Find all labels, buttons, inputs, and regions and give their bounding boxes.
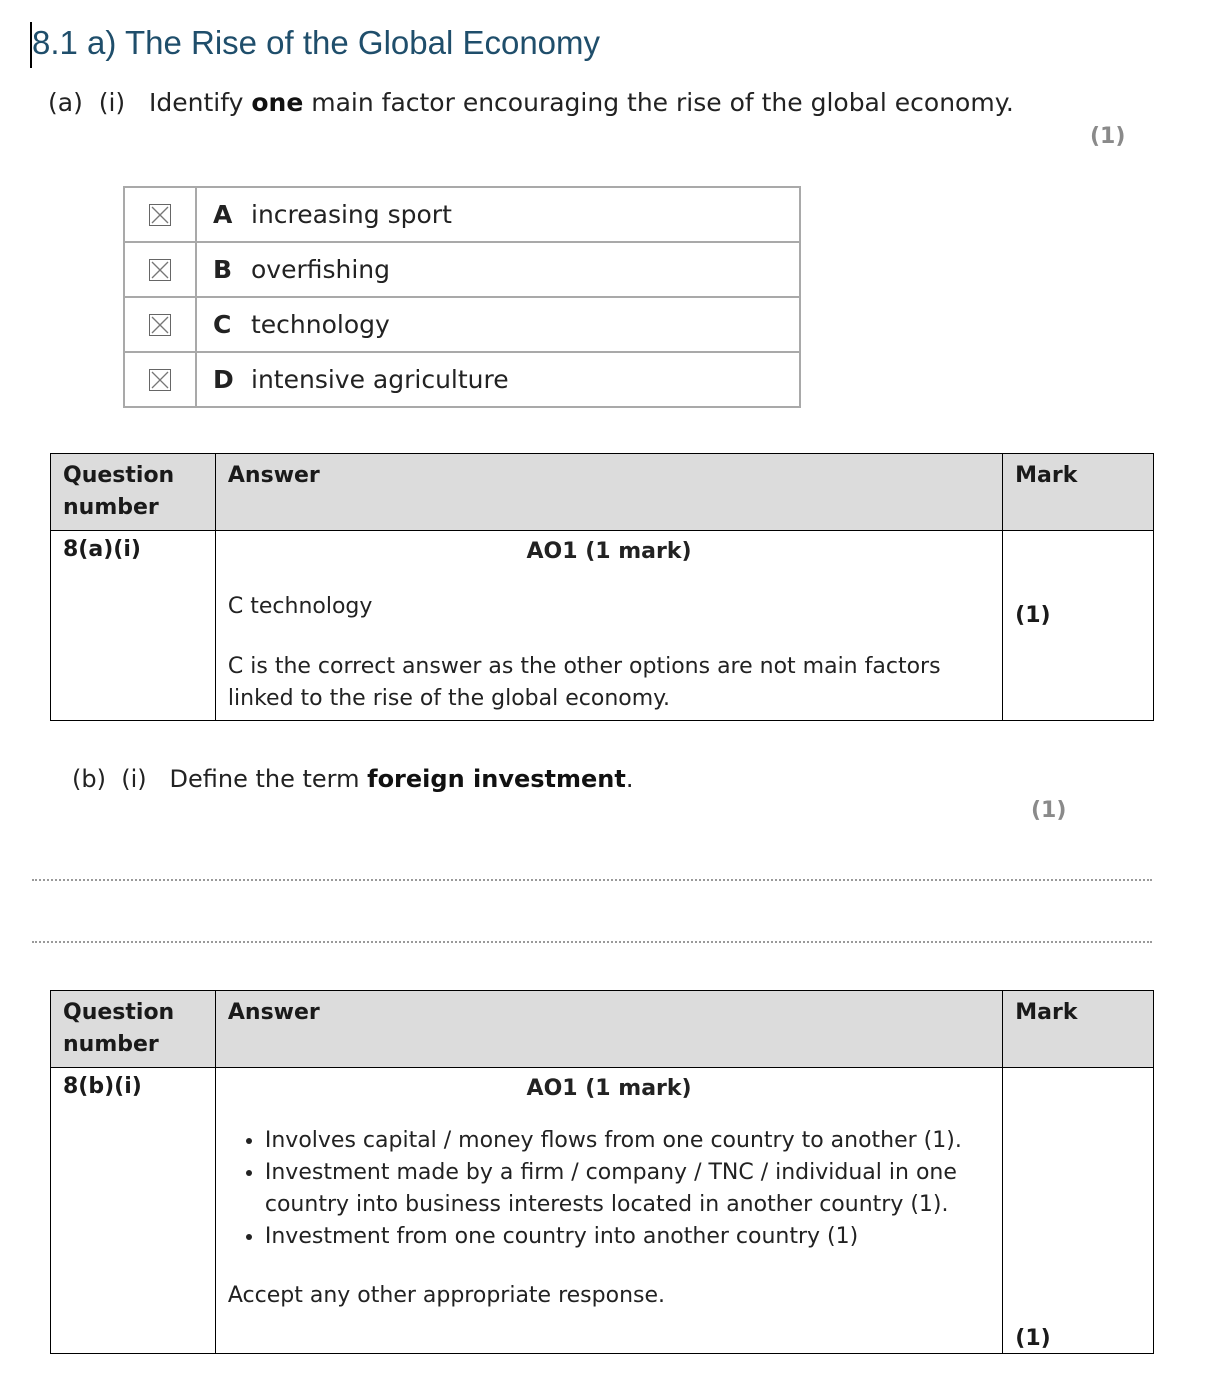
mark-value: (1) bbox=[1015, 1326, 1051, 1351]
header-question-number: Question number bbox=[51, 454, 216, 531]
option-label bbox=[196, 352, 800, 407]
crossed-checkbox-icon[interactable] bbox=[149, 259, 171, 281]
page-title: 8.1 a) The Rise of the Global Economy bbox=[32, 24, 601, 61]
answer-text: C technology bbox=[227, 594, 373, 619]
question-a bbox=[48, 88, 1014, 117]
question-a-mark: (1) bbox=[1090, 124, 1126, 149]
answer-cell bbox=[215, 531, 1002, 721]
option-text: increasing sport bbox=[251, 200, 452, 229]
question-number: 8(b)(i) bbox=[51, 1068, 216, 1354]
question-b-bold: foreign investment bbox=[367, 765, 626, 793]
accept-note: Accept any other appropriate response. bbox=[227, 1283, 665, 1308]
header-answer: Answer bbox=[215, 454, 1002, 531]
header-answer: Answer bbox=[215, 991, 1002, 1068]
option-letter: A bbox=[213, 200, 233, 229]
answer-bullets bbox=[228, 1125, 990, 1253]
option-text: overfishing bbox=[251, 255, 391, 284]
checkbox-cell[interactable] bbox=[124, 352, 196, 407]
ao-label: AO1 (1 mark) bbox=[526, 1076, 692, 1101]
mark-cell bbox=[1003, 1068, 1154, 1354]
checkbox-cell[interactable] bbox=[124, 297, 196, 352]
answer-line[interactable] bbox=[32, 941, 1152, 943]
checkbox-cell[interactable] bbox=[124, 187, 196, 242]
option-letter: B bbox=[213, 255, 233, 284]
option-letter: C bbox=[213, 310, 232, 339]
answer-line[interactable] bbox=[32, 879, 1152, 881]
option-row bbox=[124, 242, 800, 297]
crossed-checkbox-icon[interactable] bbox=[149, 369, 171, 391]
question-number: 8(a)(i) bbox=[51, 531, 216, 721]
question-a-suffix: main factor encouraging the rise of the global economy. bbox=[303, 88, 1014, 117]
mark-cell bbox=[1003, 531, 1154, 721]
bullet-item: • Investment made by a firm / company / TNC / individual in one country into business interests located in another country (1). bbox=[265, 1157, 990, 1221]
option-label bbox=[196, 187, 800, 242]
option-label bbox=[196, 242, 800, 297]
mark-value: (1) bbox=[1015, 603, 1051, 628]
bullet-item: • Involves capital / money flows from one country to another (1). bbox=[265, 1125, 990, 1157]
mark-scheme-a bbox=[50, 453, 1154, 721]
option-label bbox=[196, 297, 800, 352]
crossed-checkbox-icon[interactable] bbox=[149, 314, 171, 336]
header-question-number: Question number bbox=[51, 991, 216, 1068]
options-table bbox=[123, 186, 801, 408]
answer-explanation: C is the correct answer as the other options are not main factors linked to the rise of the global economy. bbox=[227, 654, 941, 711]
option-text: intensive agriculture bbox=[251, 365, 509, 394]
header-mark: Mark bbox=[1003, 454, 1154, 531]
answer-cell bbox=[215, 1068, 1002, 1354]
option-text: technology bbox=[251, 310, 390, 339]
question-a-prefix: (a) (i) Identify bbox=[48, 88, 252, 117]
bullet-item: • Investment from one country into another country (1) bbox=[265, 1221, 990, 1253]
question-b bbox=[72, 765, 634, 793]
option-row bbox=[124, 352, 800, 407]
question-b-prefix: (b) (i) Define the term bbox=[72, 765, 368, 793]
option-row bbox=[124, 297, 800, 352]
ao-label: AO1 (1 mark) bbox=[526, 539, 692, 564]
option-letter: D bbox=[213, 365, 234, 394]
mark-scheme-b bbox=[50, 990, 1154, 1354]
header-mark: Mark bbox=[1003, 991, 1154, 1068]
option-row bbox=[124, 187, 800, 242]
question-a-bold: one bbox=[251, 88, 304, 117]
crossed-checkbox-icon[interactable] bbox=[149, 204, 171, 226]
question-b-mark: (1) bbox=[1031, 798, 1067, 823]
question-b-suffix: . bbox=[625, 765, 634, 793]
checkbox-cell[interactable] bbox=[124, 242, 196, 297]
